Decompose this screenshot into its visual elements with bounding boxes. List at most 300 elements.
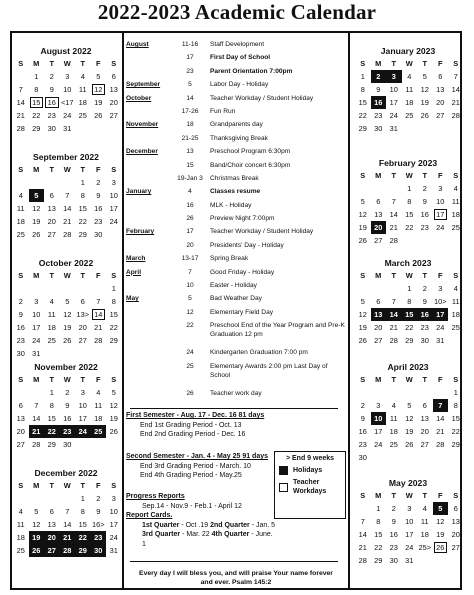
weekday-header: M	[33, 375, 40, 384]
day-cell	[371, 451, 387, 464]
day-cell: 17	[32, 323, 41, 332]
day-cell: 21	[358, 543, 367, 552]
day-cell: 7	[18, 85, 23, 94]
legend-holidays	[279, 466, 341, 475]
day-cell: <17	[60, 98, 74, 107]
day-cell: 2	[391, 504, 396, 513]
day-cell: 9	[96, 507, 101, 516]
day-cell: 24	[374, 440, 383, 449]
day-cell: 27	[420, 440, 429, 449]
day-cell: 24	[436, 323, 445, 332]
weekday-header: T	[422, 271, 427, 280]
day-cell	[448, 554, 464, 567]
day-cell: 23	[358, 440, 367, 449]
day-cell: 20	[78, 323, 87, 332]
event-text: Grandparents day	[210, 121, 263, 129]
day-cell: 21	[389, 323, 398, 332]
day-cell: 20	[374, 323, 383, 332]
day-cell: 30	[389, 556, 398, 565]
day-cell	[386, 282, 402, 295]
day-cell: 21	[63, 217, 72, 226]
day-cell: 16	[371, 96, 387, 109]
weekday-header: M	[33, 271, 40, 280]
day-cell: 2	[96, 494, 101, 503]
month-grid	[13, 479, 122, 557]
day-cell: 9	[376, 85, 381, 94]
day-cell: 18	[451, 310, 460, 319]
second-semester-heading: Second Semester - Jan. 4 - May 25 91 days	[126, 453, 269, 460]
month-grid	[13, 163, 122, 241]
day-cell: 18	[47, 323, 56, 332]
day-cell: 24	[109, 533, 118, 542]
month-title: March 2023	[384, 258, 432, 268]
event-row	[126, 280, 346, 293]
weekday-header: S	[360, 271, 366, 280]
day-cell: 12	[109, 401, 118, 410]
day-cell	[371, 282, 387, 295]
weekday-header: M	[375, 59, 382, 68]
day-cell: 13	[374, 210, 383, 219]
day-cell: 29	[109, 336, 118, 345]
day-cell: 10	[405, 517, 414, 526]
progress-reports	[126, 492, 276, 550]
day-cell: 5	[65, 297, 70, 306]
day-cell: 25	[451, 323, 460, 332]
day-cell: 18	[94, 414, 103, 423]
day-cell: 6	[376, 197, 381, 206]
day-cell: 14	[63, 520, 72, 529]
day-cell: 27	[78, 336, 87, 345]
month-calendar	[352, 477, 464, 567]
event-text: Spring Break	[210, 255, 249, 263]
day-cell: 6	[80, 297, 85, 306]
day-cell: 8	[49, 401, 54, 410]
month-calendar	[10, 151, 122, 241]
day-cell	[355, 182, 371, 195]
weekday-header: S	[111, 59, 117, 68]
day-cell: 15	[374, 530, 383, 539]
month-title: January 2023	[380, 46, 436, 56]
day-cell: 8	[407, 197, 412, 206]
day-cell: 19	[436, 530, 445, 539]
day-cell: 3	[80, 388, 85, 397]
day-cell: 13	[451, 517, 460, 526]
weekday-header: T	[391, 375, 396, 384]
day-cell: 27	[436, 111, 445, 120]
day-cell: 4	[80, 72, 85, 81]
day-cell: 13	[420, 414, 429, 423]
verse-line-2: and ever. Psalm 145:2	[200, 579, 272, 586]
day-cell: 8	[360, 85, 365, 94]
holiday-swatch	[279, 466, 288, 475]
day-cell: 14	[389, 210, 398, 219]
day-cell	[402, 234, 418, 247]
day-cell	[402, 122, 418, 135]
weekday-header: F	[95, 165, 101, 174]
day-cell: 19	[32, 217, 41, 226]
day-cell: 15	[402, 308, 418, 321]
day-cell: 7	[391, 197, 396, 206]
day-cell: 22	[32, 111, 41, 120]
weekday-header: M	[375, 491, 382, 500]
day-cell	[433, 122, 449, 135]
quarter-date: - June. 1	[142, 531, 273, 548]
day-cell: 28	[63, 230, 72, 239]
event-row	[126, 173, 346, 186]
day-cell: 11	[78, 85, 87, 94]
weekday-header: T	[49, 271, 54, 280]
weekday-header: F	[437, 59, 443, 68]
day-cell	[371, 182, 387, 195]
event-days: 21-25	[181, 134, 199, 142]
day-cell: 16	[44, 96, 60, 109]
day-cell: 26	[63, 336, 72, 345]
day-cell: 28	[60, 544, 76, 557]
day-cell: 5	[407, 401, 412, 410]
event-days: 17-26	[181, 107, 199, 115]
quarter-label: 1st Quarter	[142, 521, 180, 529]
event-text: Elementary Field Day	[210, 308, 274, 316]
day-cell: 13	[436, 85, 445, 94]
day-cell: 26	[420, 111, 429, 120]
day-cell: 2	[422, 184, 427, 193]
day-cell: 5	[111, 388, 116, 397]
day-cell: 7	[65, 191, 70, 200]
day-cell: 27	[47, 230, 56, 239]
day-cell: 5	[29, 189, 45, 202]
day-cell: 7	[96, 297, 101, 306]
day-cell: 18	[451, 210, 460, 219]
day-cell: 10	[436, 197, 445, 206]
event-month: May	[126, 295, 139, 303]
event-days: 5	[188, 295, 192, 303]
event-days: 19-Jan 3	[177, 174, 203, 182]
day-cell	[91, 122, 107, 135]
day-cell: 13	[109, 85, 118, 94]
day-cell: 10	[109, 507, 118, 516]
day-cell: 26	[433, 541, 449, 554]
month-title: August 2022	[40, 46, 92, 56]
day-cell	[448, 451, 464, 464]
event-days: 25	[186, 362, 194, 370]
day-cell	[355, 282, 371, 295]
day-cell: 26	[405, 440, 414, 449]
month-grid	[13, 269, 122, 360]
day-cell: 17	[433, 308, 449, 321]
day-cell: 19	[94, 98, 103, 107]
event-days: 16	[186, 201, 194, 209]
day-cell: 3	[111, 178, 116, 187]
day-cell: 3	[65, 72, 70, 81]
day-cell: 1	[376, 504, 381, 513]
weekday-header: S	[453, 271, 459, 280]
month-grid	[355, 373, 464, 464]
day-cell: 23	[60, 425, 76, 438]
quarter-date: - Jan. 5	[249, 521, 276, 529]
event-text: Thanksgiving Break	[210, 134, 268, 142]
day-cell: 22	[75, 531, 91, 544]
day-cell: 4	[391, 401, 396, 410]
month-calendar	[352, 45, 464, 135]
day-cell: 22	[109, 323, 118, 332]
day-cell: 21	[451, 98, 460, 107]
weekday-header: S	[453, 375, 459, 384]
day-cell: 9	[391, 517, 396, 526]
day-cell: 27	[44, 544, 60, 557]
day-cell: 15	[358, 98, 367, 107]
day-cell: 31	[109, 546, 118, 555]
event-text: Elementary Awards 2:00 pm Last Day of School	[210, 362, 328, 379]
event-days: 13-17	[181, 255, 199, 263]
day-cell: 3	[407, 504, 412, 513]
day-cell: 7	[433, 399, 449, 412]
day-cell: 4	[18, 507, 23, 516]
weekday-header: W	[63, 481, 71, 490]
day-cell: 16>	[91, 520, 105, 529]
weekday-header: M	[33, 165, 40, 174]
event-days: 26	[186, 215, 194, 223]
weekday-header: W	[405, 171, 413, 180]
day-cell: 2	[360, 401, 365, 410]
event-text: MLK - Holiday	[210, 201, 252, 209]
weekday-header: S	[18, 375, 24, 384]
day-cell: 1	[80, 494, 85, 503]
day-cell	[386, 182, 402, 195]
day-cell: 14	[358, 530, 367, 539]
day-cell: 5	[360, 297, 365, 306]
day-cell: 8	[80, 191, 85, 200]
month-title: November 2022	[34, 362, 98, 372]
weekday-header: S	[360, 59, 366, 68]
day-cell: 7	[391, 297, 396, 306]
second-semester	[126, 452, 276, 481]
weekday-header: W	[405, 271, 413, 280]
day-cell: 8	[453, 401, 458, 410]
day-cell: 12	[358, 210, 367, 219]
day-cell: 19	[405, 427, 414, 436]
weekday-header: W	[63, 165, 71, 174]
day-cell: 23	[420, 223, 429, 232]
day-cell	[355, 502, 371, 515]
day-cell: 4	[96, 388, 101, 397]
event-row	[126, 52, 346, 65]
day-cell: 11	[389, 414, 398, 423]
weekday-header: S	[111, 481, 117, 490]
day-cell: 21	[94, 323, 103, 332]
event-row	[126, 200, 346, 213]
grading-period-line: End 4th Grading Period - May.25	[140, 472, 242, 480]
day-cell: 1	[360, 72, 365, 81]
event-text: Easter - Holiday	[210, 282, 257, 290]
event-row	[126, 39, 346, 52]
day-cell	[91, 347, 107, 360]
day-cell: 13	[371, 308, 387, 321]
grading-period-line: End 1st Grading Period - Oct. 13	[140, 421, 242, 429]
event-days: 15	[186, 161, 194, 169]
day-cell: 22	[451, 427, 460, 436]
day-cell	[417, 451, 433, 464]
day-cell: 29	[47, 440, 56, 449]
day-cell: 17	[433, 208, 449, 221]
day-cell	[106, 438, 122, 451]
day-cell	[75, 438, 91, 451]
grading-period-line: End 3rd Grading Period - March. 10	[140, 462, 251, 470]
event-row	[126, 320, 346, 347]
event-text: Kindergarten Graduation 7:00 pm	[210, 349, 308, 357]
month-calendar	[10, 361, 122, 451]
day-cell: 16	[417, 308, 433, 321]
day-cell: 6	[438, 72, 443, 81]
weekday-header: T	[391, 59, 396, 68]
day-cell	[106, 347, 122, 360]
day-cell: 14	[451, 85, 460, 94]
weekday-header: F	[437, 271, 443, 280]
day-cell	[13, 386, 29, 399]
day-cell: 23	[389, 543, 398, 552]
day-cell: 1	[407, 184, 412, 193]
weekday-header: T	[80, 271, 85, 280]
day-cell: 8	[111, 297, 116, 306]
weekday-header: S	[111, 271, 117, 280]
day-cell: 27	[374, 236, 383, 245]
day-cell: 30	[374, 124, 383, 133]
day-cell: 11	[451, 297, 460, 306]
day-cell: 22	[44, 425, 60, 438]
month-grid	[355, 57, 464, 135]
day-cell: 2	[18, 297, 23, 306]
day-cell: 30	[47, 124, 56, 133]
weekday-header: W	[405, 375, 413, 384]
progress-reports-dates: Sep.14 - Nov.9 - Feb.1 - April 12	[142, 502, 242, 510]
weekday-header: W	[63, 271, 71, 280]
day-cell: 12	[63, 310, 72, 319]
day-cell: 11	[47, 310, 56, 319]
event-row	[126, 253, 346, 266]
day-cell: 12	[358, 310, 367, 319]
day-cell	[386, 451, 402, 464]
day-cell: 7	[34, 401, 39, 410]
day-cell: 2	[371, 70, 387, 83]
day-cell: 23	[91, 531, 107, 544]
event-text: Preschool Program 6:30pm	[210, 148, 291, 156]
day-cell: 9	[18, 310, 23, 319]
event-days: 22	[186, 322, 194, 330]
month-grid	[13, 57, 122, 135]
day-cell: 28	[389, 236, 398, 245]
day-cell: 10	[32, 310, 41, 319]
day-cell: 11	[420, 517, 429, 526]
weekday-header: S	[111, 375, 117, 384]
day-cell: 17	[78, 414, 87, 423]
month-grid	[13, 373, 122, 451]
weekday-header: S	[18, 59, 24, 68]
day-cell: 28	[389, 336, 398, 345]
day-cell: 3	[111, 494, 116, 503]
day-cell: 24	[75, 425, 91, 438]
day-cell: 28	[451, 111, 460, 120]
event-row	[126, 213, 346, 226]
weekday-header: W	[405, 59, 413, 68]
day-cell: 14	[91, 308, 107, 321]
weekday-header: T	[80, 59, 85, 68]
day-cell	[106, 228, 122, 241]
day-cell: 12	[436, 517, 445, 526]
weekday-header: F	[95, 375, 101, 384]
event-month: February	[126, 228, 155, 236]
day-cell: 24	[63, 111, 72, 120]
day-cell: 7	[65, 507, 70, 516]
event-text: Labor Day - Holiday	[210, 81, 269, 89]
day-cell: 2	[96, 178, 101, 187]
day-cell: 31	[405, 556, 414, 565]
event-text: Preview Night 7:00pm	[210, 215, 275, 223]
day-cell: 29	[374, 556, 383, 565]
day-cell: 22	[358, 111, 367, 120]
month-grid	[355, 169, 464, 247]
day-cell: 8	[407, 297, 412, 306]
month-title: April 2023	[387, 362, 429, 372]
day-cell	[29, 386, 45, 399]
day-cell: 14	[16, 98, 25, 107]
day-cell: 10	[109, 191, 118, 200]
weekday-header: W	[63, 375, 71, 384]
event-row	[126, 133, 346, 146]
day-cell: 3	[376, 401, 381, 410]
legend-teacher-workdays	[279, 478, 341, 496]
quarter-label: 2nd Quarter	[210, 521, 250, 529]
day-cell: 10	[78, 401, 87, 410]
divider	[130, 561, 338, 562]
day-cell: 11	[94, 401, 103, 410]
progress-reports-heading: Progress Reports	[126, 493, 185, 500]
day-cell: 16	[94, 204, 103, 213]
day-cell: 18	[389, 427, 398, 436]
event-text: Parent Orientation 7:00pm	[210, 67, 293, 75]
day-cell: 20	[436, 98, 445, 107]
event-row	[126, 79, 346, 92]
day-cell: 14	[436, 414, 445, 423]
day-cell: 10	[371, 412, 387, 425]
day-cell	[44, 492, 60, 505]
month-title: October 2022	[38, 258, 94, 268]
day-cell: 21	[436, 427, 445, 436]
event-row	[126, 361, 346, 388]
event-days: 17	[186, 54, 194, 62]
day-cell: 7	[453, 72, 458, 81]
day-cell: 26	[358, 236, 367, 245]
event-row	[126, 226, 346, 239]
weekday-header: F	[95, 481, 101, 490]
day-cell	[13, 176, 29, 189]
event-days: 26	[186, 389, 194, 397]
weekday-header: M	[375, 171, 382, 180]
day-cell: 25>	[418, 543, 432, 552]
day-cell: 28	[32, 440, 41, 449]
event-days: 7	[188, 268, 192, 276]
day-cell: 11	[405, 85, 414, 94]
day-cell: 1	[453, 388, 458, 397]
day-cell	[448, 234, 464, 247]
weekday-header: W	[405, 491, 413, 500]
day-cell: 12	[420, 85, 429, 94]
first-semester	[126, 411, 346, 440]
event-days: 20	[186, 241, 194, 249]
day-cell	[433, 234, 449, 247]
report-cards-heading: Report Cards.	[126, 512, 173, 520]
event-row	[126, 93, 346, 106]
day-cell: 17	[389, 98, 398, 107]
day-cell: 27	[109, 111, 118, 120]
